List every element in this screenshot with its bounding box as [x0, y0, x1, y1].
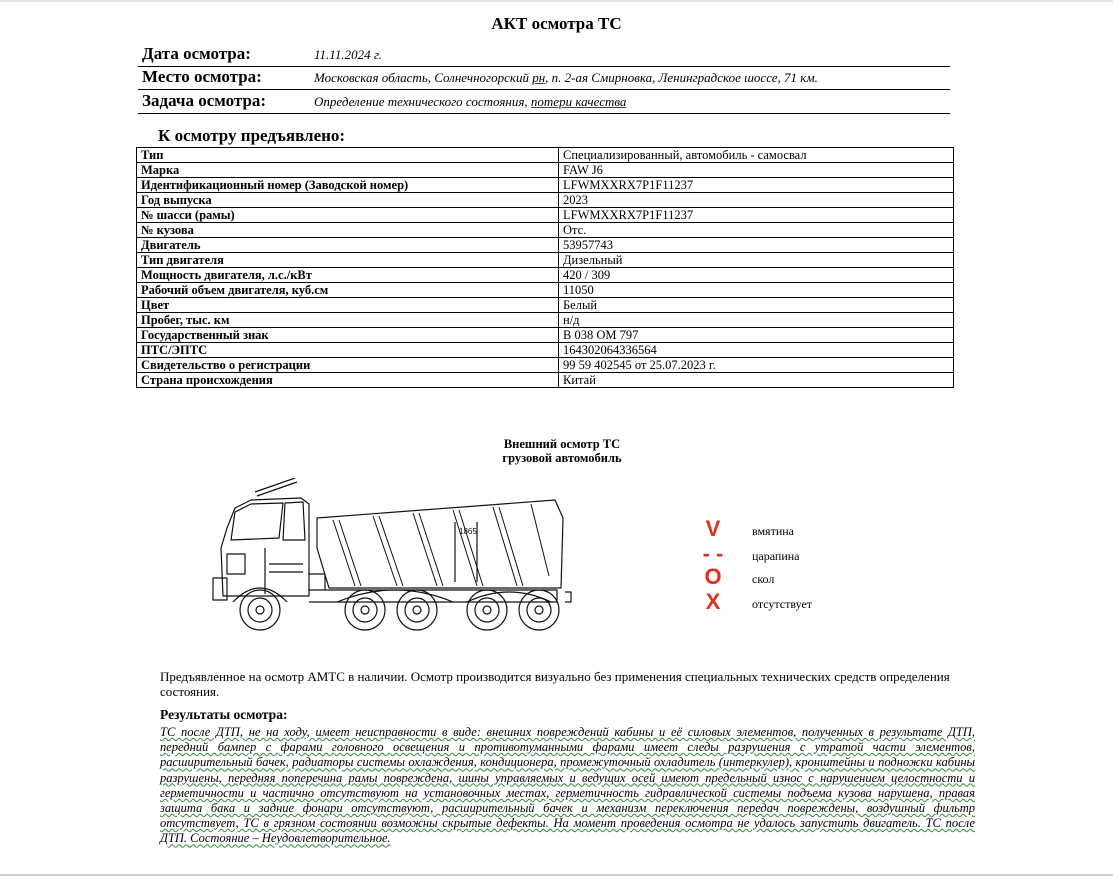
- spec-key: Рабочий объем двигателя, куб.см: [137, 283, 559, 298]
- spec-row: [137, 163, 954, 178]
- inspection-date-row: [138, 44, 950, 67]
- spec-row: [137, 343, 954, 358]
- top-divider: [0, 0, 1113, 2]
- spec-row: [137, 178, 954, 193]
- legend-symbol: X: [705, 589, 721, 614]
- spec-value: 420 / 309: [559, 268, 954, 283]
- task-label: Задача осмотра:: [142, 91, 267, 110]
- spec-key: Тип: [137, 148, 559, 163]
- spec-key: ПТС/ЭПТС: [137, 343, 559, 358]
- spec-value: 2023: [559, 193, 954, 208]
- spec-value: 11050: [559, 283, 954, 298]
- task-value: Определение технического состояния, потери качества: [314, 94, 627, 109]
- spec-row: [137, 148, 954, 163]
- date-label: Дата осмотра:: [142, 44, 251, 63]
- spec-value: 164302064336564: [559, 343, 954, 358]
- spec-row: [137, 193, 954, 208]
- legend-symbol: - -: [702, 541, 724, 566]
- spec-row: [137, 328, 954, 343]
- inspection-place-row: [138, 67, 950, 90]
- results-text: ТС после ДТП, не на ходу, имеет неисправности в виде: внешних повреждений кабины и её силовых элементов, полученных в результате ДТП, передний бампер с фарами головного освещения и противотуманными фарами имеет следы разрушения с утратой части элементов, расширительный бачек, радиаторы системы охлаждения, кондиционера, промежуточный охладитель (интеркулер), кронштейны и подножки кабины разрушены, передняя поперечина рамы повреждена, шины управляемых и ведущих осей имеют предельный износ с нарушением целостности и герметичности и частично отсутствуют на установочных местах, герметичность гидравлической системы подъема кузова нарушена, правая защита бака и задние фонари отсутствуют, расширительный бачек и механизм переключения передач повреждены, воздушный фильтр отсутствует, ТС в грязном состоянии возможны скрытые дефекты. На момент проведения осмотра не удалось запустить двигатель. ТС после ДТП. Состояние – Неудовлетворительное.: [160, 725, 975, 846]
- spec-row: [137, 253, 954, 268]
- spec-key: № кузова: [137, 223, 559, 238]
- spec-value: Белый: [559, 298, 954, 313]
- spec-row: [137, 223, 954, 238]
- legend-label: вмятина: [752, 524, 794, 538]
- legend-symbol: V: [705, 516, 721, 541]
- spec-value: 53957743: [559, 238, 954, 253]
- spec-key: Страна происхождения: [137, 373, 559, 388]
- legend-label: скол: [752, 572, 775, 586]
- spec-row: [137, 313, 954, 328]
- vehicle-specs-table: [136, 147, 954, 388]
- spec-row: [137, 373, 954, 388]
- legend-label: отсутствует: [752, 597, 813, 611]
- spec-row: [137, 283, 954, 298]
- spec-value: 99 59 402545 от 25.07.2023 г.: [559, 358, 954, 373]
- spec-value: LFWMXXRX7P1F11237: [559, 178, 954, 193]
- spec-row: [137, 238, 954, 253]
- intro-paragraph: Предъявленное на осмотр АМТС в наличии. Осмотр производится визуально без применения специальных технических средств определения состояния.: [160, 669, 950, 699]
- dump-truck-diagram: [205, 478, 575, 638]
- spec-value: FAW J6: [559, 163, 954, 178]
- spec-key: Пробег, тыс. км: [137, 313, 559, 328]
- results-heading: Результаты осмотра:: [160, 707, 288, 722]
- damage-legend: [700, 516, 860, 630]
- spec-key: Двигатель: [137, 238, 559, 253]
- spec-key: Тип двигателя: [137, 253, 559, 268]
- spec-key: Идентификационный номер (Заводской номер): [137, 178, 559, 193]
- spec-key: Мощность двигателя, л.с./кВт: [137, 268, 559, 283]
- spec-value: В 038 ОМ 797: [559, 328, 954, 343]
- spec-key: Свидетельство о регистрации: [137, 358, 559, 373]
- spec-value: н/д: [559, 313, 954, 328]
- inspection-task-row: [138, 91, 950, 114]
- spec-row: [137, 268, 954, 283]
- spec-value: Специализированный, автомобиль - самосвал: [559, 148, 954, 163]
- place-value: Московская область, Солнечногорский рн, п. 2-ая Смирновка, Ленинградское шоссе, 71 км.: [314, 70, 818, 85]
- spec-value: Отс.: [559, 223, 954, 238]
- document-title: АКТ осмотра ТС: [491, 14, 622, 33]
- spec-key: Цвет: [137, 298, 559, 313]
- spec-value: Китай: [559, 373, 954, 388]
- spec-row: [137, 298, 954, 313]
- external-inspection-title: Внешний осмотр ТС грузовой автомобиль: [502, 437, 622, 465]
- spec-value: LFWMXXRX7P1F11237: [559, 208, 954, 223]
- svg-text:1865: 1865: [459, 527, 477, 536]
- spec-key: Год выпуска: [137, 193, 559, 208]
- presented-heading: К осмотру предъявлено:: [158, 126, 346, 145]
- spec-key: № шасси (рамы): [137, 208, 559, 223]
- legend-label: царапина: [752, 549, 800, 563]
- spec-value: Дизельный: [559, 253, 954, 268]
- spec-row: [137, 358, 954, 373]
- legend-symbol: O: [704, 564, 722, 589]
- spec-key: Марка: [137, 163, 559, 178]
- spec-key: Государственный знак: [137, 328, 559, 343]
- place-label: Место осмотра:: [142, 67, 262, 86]
- date-value: 11.11.2024 г.: [314, 47, 382, 62]
- spec-row: [137, 208, 954, 223]
